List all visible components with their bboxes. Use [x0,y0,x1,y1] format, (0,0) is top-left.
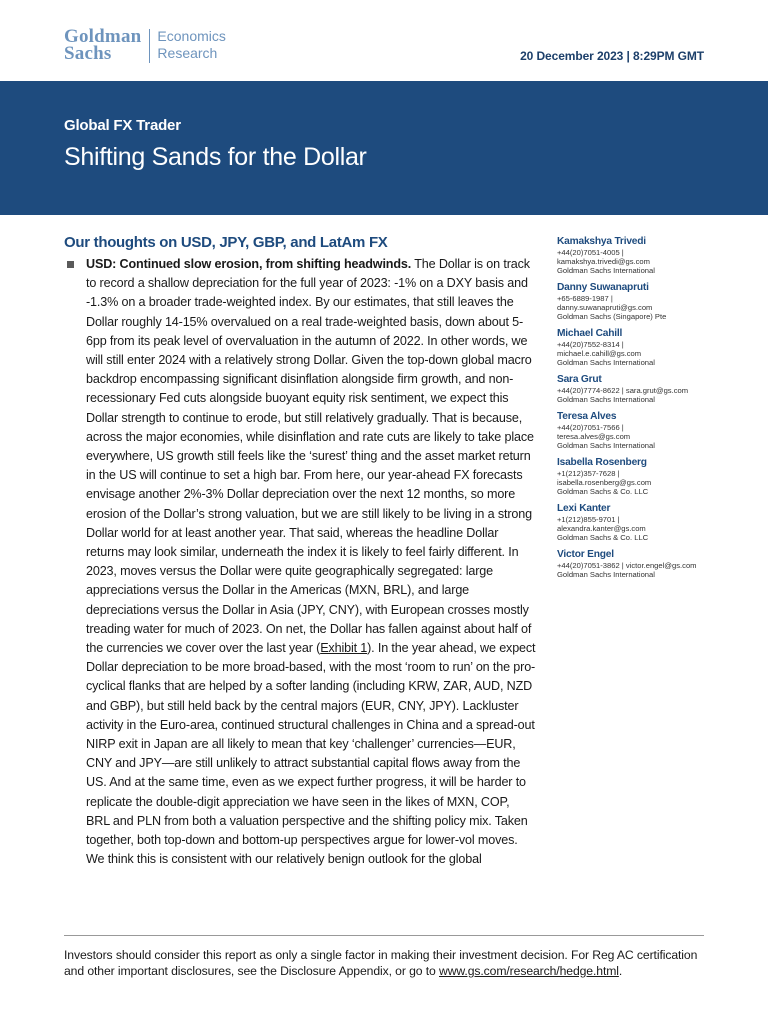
logo-wordmark [64,28,141,62]
author-contact-line: Goldman Sachs International [557,266,655,275]
author-name: Teresa Alves [557,411,617,422]
author-block [557,282,737,321]
author-contact-line: +44(20)7552-8314 | [557,340,624,349]
logo-subtitle [157,28,225,62]
publish-datetime: 20 December 2023 | 8:29PM GMT [520,49,704,63]
logo-sub-1: Economics [157,28,226,44]
section-heading: Our thoughts on USD, JPY, GBP, and LatAm FX [64,234,388,251]
author-contact-line[interactable]: teresa.alves@gs.com [557,432,631,441]
bullet-lead: USD: Continued slow erosion, from shifting headwinds. [86,257,412,271]
report-body [64,255,536,870]
logo-line-1: Goldman [64,26,142,47]
author-contact-line[interactable]: michael.e.cahill@gs.com [557,349,642,358]
disclosure-footer [64,948,704,979]
author-contact-line: +44(20)7051-4005 | [557,248,624,257]
author-contact-line[interactable]: kamakshya.trivedi@gs.com [557,257,650,266]
author-contact-line: Goldman Sachs International [557,441,655,450]
author-contact-line[interactable]: isabella.rosenberg@gs.com [557,478,652,487]
logo-line-2: Sachs [64,43,112,64]
author-block [557,549,737,579]
series-name: Global FX Trader [64,117,181,134]
author-list [557,236,737,586]
author-contact-line[interactable]: +44(20)7774-8622 | sara.grut@gs.com [557,386,689,395]
author-block [557,374,737,404]
author-name: Victor Engel [557,549,614,560]
author-block [557,411,737,450]
author-name: Lexi Kanter [557,503,611,514]
author-contact-line[interactable]: +44(20)7051-3862 | victor.engel@gs.com [557,561,697,570]
author-name: Michael Cahill [557,328,623,339]
author-contact-line: +1(212)855-9701 | [557,515,620,524]
exhibit-1-link[interactable]: Exhibit 1 [320,641,368,656]
author-name: Kamakshya Trivedi [557,236,646,247]
logo-sub-2: Research [157,45,218,61]
author-name: Danny Suwanapruti [557,282,649,293]
author-contact-line: Goldman Sachs (Singapore) Pte [557,312,667,321]
footer-text: Investors should consider this report as only a single factor in making their investment decision. For Reg AC certification and other important disclosures, see the Disclosure Appendix, or go to [64,948,698,978]
author-contact-line: Goldman Sachs & Co. LLC [557,487,649,496]
disclosure-link[interactable]: www.gs.com/research/hedge.html [439,963,619,978]
author-contact-line: Goldman Sachs & Co. LLC [557,533,649,542]
author-name: Sara Grut [557,374,602,385]
author-block [557,328,737,367]
author-contact-line[interactable]: danny.suwanapruti@gs.com [557,303,653,312]
author-block [557,503,737,542]
author-contact-line: +44(20)7051-7566 | [557,423,624,432]
author-contact-line: Goldman Sachs International [557,358,655,367]
logo-divider [149,29,150,63]
footer-divider [64,935,704,936]
author-name: Isabella Rosenberg [557,457,647,468]
paragraph-text-2: ). In the year ahead, we expect Dollar depreciation to be more broad-based, with the most ‘room to run’ on the pro-cyclical flanks that are helped by a softer landing (including KRW, ZAR, AUD, NZD and GBP), but still held back by the central majors (EUR, CNY, JPY). Lackluster activity in the Euro-area, continued structural challenges in China and a spread-out NIRP exit in Japan are all likely to mean that key ‘challenger’ currencies—EUR, CNY and JPY—are still unlikely to attract substantial capital flows away from the US. And at the same time, even as we expect further progress, it will be harder to replicate the double-digit appreciation we have seen in the likes of MXN, COP, BRL and PLN from both a valuation perspective and the shifting policy mix. Taken together, both top-down and bottom-up perspectives argue for lower-vol moves. We think this is consistent with our relatively benign outlook for the global [86,641,536,867]
report-title: Shifting Sands for the Dollar [64,143,367,171]
author-block [557,457,737,496]
author-block [557,236,737,275]
square-bullet-icon [67,261,74,268]
author-contact-line: Goldman Sachs International [557,570,655,579]
footer-end: . [618,963,623,978]
author-contact-line: +1(212)357-7628 | [557,469,620,478]
bullet-paragraph [64,255,536,870]
goldman-sachs-logo [64,28,226,63]
author-contact-line[interactable]: alexandra.kanter@gs.com [557,524,646,533]
paragraph-text-1: The Dollar is on track to record a shallow depreciation for the full year of 2023: -1% on a DXY basis and -1.3% on a broader trade-weighted index. By our estimates, that still leaves the Dollar roughly 14-15% overvalued on a real trade-weighted basis, down about 5-6pp from its peak level of overvaluation in the autumn of 2022. In other words, we will still enter 2024 with a relatively strong Dollar. Given the top-down global macro backdrop encompassing significant disinflation alongside firm growth, and non-recessionary Fed cuts alongside buoyant equity risk sentiment, we expect this Dollar strength to continue to erode, but still relatively gradually. That is because, across the major economies, while disinflation and rate cuts are likely to take place everywhere, US growth still feels like the ‘surest’ thing and the asset market return in the US will continue to set a high bar. From here, our year-ahead FX forecasts envisage another 2%-3% Dollar depreciation over the next 12 months, so more erosion of the Dollar’s strong valuation, but we are still likely to be living in a strong Dollar world for at least another year. That said, whereas the headline Dollar returns may look similar, underneath the index it is likely to feel fairly different. In 2023, moves versus the Dollar were quite geographically segregated: large appreciations versus the Dollar in the Americas (MXN, BRL), and large depreciations versus the Dollar in Asia (JPY, CNY), with European crosses mostly treading water for much of 2023. On net, the Dollar has fallen against about half of the currencies we cover over the last year ( [86,257,534,656]
author-contact-line: Goldman Sachs International [557,395,655,404]
author-contact-line: +65-6889-1987 | [557,294,613,303]
